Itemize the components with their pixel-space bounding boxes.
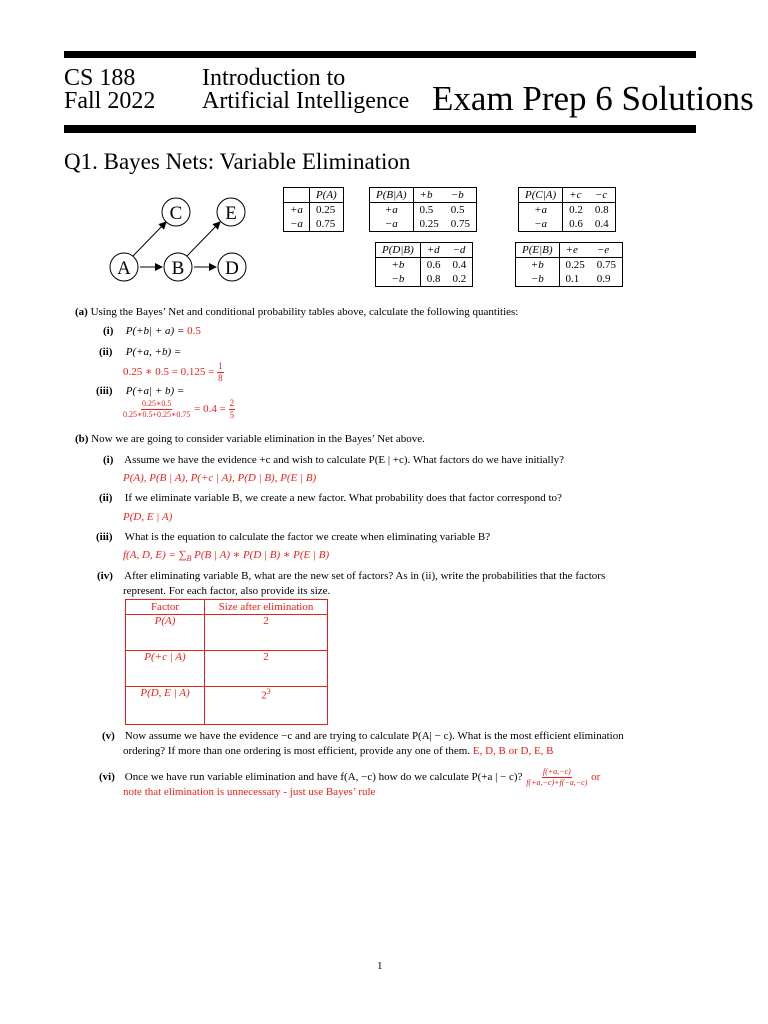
page-number: 1 — [377, 960, 383, 972]
edge-a-c — [133, 222, 166, 256]
node-c — [162, 198, 190, 226]
factor-size-exponent: 3 — [266, 687, 271, 696]
part-b-vi-answer2: note that elimination is unnecessary - just use Bayes’ rule — [123, 786, 376, 798]
node-e — [217, 198, 245, 226]
node-d — [218, 253, 246, 281]
part-a-prompt — [75, 305, 518, 320]
svg-text:D: D — [225, 258, 239, 279]
part-a-ii-question: P(+a, +b) = — [125, 346, 182, 358]
factor-table-header: Size after elimination — [205, 600, 328, 615]
svg-text:A: A — [117, 258, 131, 279]
part-b-iii — [96, 530, 490, 545]
fraction-denominator: 8 — [218, 373, 223, 383]
part-b-ii-answer: P(D, E | A) — [123, 511, 173, 523]
cpt-cell: 0.5 — [413, 203, 445, 218]
cpt-cell — [284, 188, 310, 203]
part-a-i — [103, 324, 201, 339]
course-term: Fall 2022 — [64, 88, 156, 114]
part-b-v-line2 — [123, 744, 554, 759]
fraction-denominator: f(+a,−c)+f(−a,−c) — [526, 778, 588, 787]
part-b-iv — [97, 569, 605, 584]
header-top-rule — [64, 51, 696, 58]
part-b-label: (b) — [75, 433, 89, 445]
factor-size-cell: 2 — [205, 615, 328, 651]
course-subject-line1: Introduction to — [202, 65, 346, 91]
cpt-p-b-given-a — [369, 187, 477, 232]
cpt-cell: −a — [519, 217, 563, 232]
part-b-iv-question-line2: represent. For each factor, also provide its size. — [123, 585, 331, 597]
part-b-ii-label: (ii) — [99, 492, 113, 504]
cpt-cell: 0.75 — [591, 258, 623, 273]
table-row — [126, 651, 328, 687]
cpt-cell: 0.25 — [309, 203, 343, 218]
part-a-ii — [99, 345, 181, 360]
fraction-denominator: 5 — [229, 410, 235, 420]
node-a — [110, 253, 138, 281]
cpt-cell: 0.4 — [589, 217, 615, 232]
course-code: CS 188 — [64, 65, 136, 91]
cpt-cell: −b — [516, 272, 560, 287]
cpt-cell: 0.9 — [591, 272, 623, 287]
cpt-cell: −e — [591, 243, 623, 258]
part-a-ii-fraction — [217, 362, 224, 383]
factor-cell: P(A) — [126, 615, 205, 651]
cpt-p-c-given-a — [518, 187, 616, 232]
cpt-cell: +d — [420, 243, 446, 258]
cpt-cell: +c — [563, 188, 589, 203]
cpt-cell: +b — [376, 258, 421, 273]
cpt-cell: 0.25 — [413, 217, 445, 232]
cpt-cell: +b — [516, 258, 560, 273]
doc-title: Exam Prep 6 Solutions — [432, 79, 754, 118]
factor-cell: P(D, E | A) — [126, 687, 205, 725]
part-b-v-answer: E, D, B or D, E, B — [472, 745, 554, 757]
cpt-cell: 0.75 — [309, 217, 343, 232]
part-b-iv-label: (iv) — [97, 570, 113, 582]
part-a-iii-answer-mid: = 0.4 = — [191, 403, 229, 416]
cpt-cell: 0.8 — [420, 272, 446, 287]
part-b-vi-label: (vi) — [99, 771, 115, 784]
svg-text:B: B — [171, 258, 185, 279]
part-a-iii — [96, 384, 184, 399]
factor-table-header: Factor — [126, 600, 205, 615]
cpt-cell: −b — [445, 188, 477, 203]
header-bottom-rule — [64, 125, 696, 133]
cpt-cell: −c — [589, 188, 615, 203]
fraction-numerator: 0.25∗0.5 — [141, 399, 172, 408]
part-b-iii-answer-lead: f(A, D, E) = ∑ — [123, 549, 187, 561]
part-b-v — [102, 729, 624, 744]
fraction-numerator: 1 — [218, 361, 223, 371]
cpt-cell: 0.8 — [589, 203, 615, 218]
sum-subscript: B — [186, 554, 192, 564]
cpt-cell: 0.6 — [420, 258, 446, 273]
cpt-cell: 0.6 — [563, 217, 589, 232]
part-b-vi-fraction — [525, 768, 588, 787]
cpt-cell: 0.1 — [559, 272, 591, 287]
cpt-cell: −b — [376, 272, 421, 287]
part-b-text: Now we are going to consider variable elimination in the Bayes’ Net above. — [91, 433, 425, 445]
cpt-cell: P(C|A) — [519, 188, 563, 203]
edge-b-e — [187, 222, 220, 256]
part-a-text: Using the Bayes’ Net and conditional probability tables above, calculate the following quantities: — [90, 306, 519, 318]
part-b-prompt — [75, 432, 425, 447]
part-a-ii-answer — [123, 362, 224, 383]
part-a-iii-answer-fraction — [229, 399, 236, 420]
factor-size-cell — [205, 687, 328, 725]
part-b-vi-question: Once we have run variable elimination and have f(A, −c) how do we calculate P(+a | − c)? — [124, 771, 523, 784]
part-b-iii-question: What is the equation to calculate the factor we create when eliminating variable B? — [124, 531, 491, 543]
svg-text:E: E — [225, 203, 237, 224]
part-b-ii-question: If we eliminate variable B, we create a new factor. What probability does that factor correspond to? — [124, 492, 562, 504]
factor-table — [125, 599, 328, 725]
part-b-iii-label: (iii) — [96, 531, 113, 543]
svg-text:C: C — [169, 203, 183, 224]
fraction-denominator: 0.25∗0.5+0.25∗0.75 — [123, 410, 191, 419]
cpt-cell: 0.4 — [446, 258, 472, 273]
part-a-ii-label: (ii) — [99, 346, 113, 358]
part-b-iv-question-line1: After eliminating variable B, what are the new set of factors? As in (ii), write the probabilities that the factors — [124, 570, 606, 582]
table-row — [126, 615, 328, 651]
part-a-i-question: P(+b| + a) = — [125, 325, 188, 337]
part-b-v-question-line2: ordering? If more than one ordering is most efficient, provide any one of them. — [123, 745, 471, 757]
cpt-cell: +e — [559, 243, 591, 258]
part-b-i-question: Assume we have the evidence +c and wish to calculate P(E | +c). What factors do we have initially? — [124, 454, 565, 466]
cpt-cell: +a — [370, 203, 414, 218]
part-a-label: (a) — [75, 306, 88, 318]
cpt-cell: 0.2 — [563, 203, 589, 218]
part-b-v-question-line1: Now assume we have the evidence −c and are trying to calculate P(A| − c). What is the most efficient elimination — [124, 730, 624, 742]
factor-size-cell: 2 — [205, 651, 328, 687]
factor-size-base: 2 — [261, 689, 267, 702]
part-b-i-answer: P(A), P(B | A), P(+c | A), P(D | B), P(E | B) — [123, 472, 317, 484]
course-subject-line2: Artificial Intelligence — [202, 88, 410, 114]
part-b-v-label: (v) — [102, 730, 115, 742]
part-a-iii-fraction — [122, 400, 191, 419]
cpt-p-a — [283, 187, 344, 232]
fraction-numerator: f(+a,−c) — [542, 767, 571, 776]
table-row — [126, 687, 328, 725]
cpt-cell: 0.25 — [559, 258, 591, 273]
cpt-cell: P(B|A) — [370, 188, 414, 203]
part-b-i — [103, 453, 564, 468]
cpt-cell: −a — [370, 217, 414, 232]
cpt-p-e-given-b — [515, 242, 623, 287]
cpt-cell: 0.5 — [445, 203, 477, 218]
part-b-iii-answer — [123, 548, 329, 566]
cpt-cell: −d — [446, 243, 472, 258]
bayes-net-diagram — [100, 190, 270, 290]
part-b-ii — [99, 491, 562, 506]
cpt-cell: −a — [284, 217, 310, 232]
part-b-vi-or: or — [588, 771, 601, 784]
part-b-i-label: (i) — [103, 454, 114, 466]
cpt-cell: P(A) — [309, 188, 343, 203]
cpt-cell: 0.75 — [445, 217, 477, 232]
cpt-cell: +a — [519, 203, 563, 218]
cpt-cell: +b — [413, 188, 445, 203]
part-a-ii-answer-text: 0.25 ∗ 0.5 = 0.125 = — [123, 366, 218, 379]
part-a-i-answer: 0.5 — [187, 325, 201, 337]
question-title: Q1. Bayes Nets: Variable Elimination — [64, 149, 411, 174]
part-a-iii-label: (iii) — [96, 385, 113, 397]
cpt-p-d-given-b — [375, 242, 473, 287]
cpt-cell: P(D|B) — [376, 243, 421, 258]
factor-cell: P(+c | A) — [126, 651, 205, 687]
fraction-numerator: 2 — [229, 398, 235, 408]
cpt-cell: +a — [284, 203, 310, 218]
node-b — [164, 253, 192, 281]
cpt-cell: P(E|B) — [516, 243, 560, 258]
part-a-iii-question: P(+a| + b) = — [125, 385, 185, 397]
part-a-i-label: (i) — [103, 325, 114, 337]
part-b-iii-answer-rest: P(B | A) ∗ P(D | B) ∗ P(E | B) — [191, 549, 330, 561]
cpt-cell: 0.2 — [446, 272, 472, 287]
part-a-iii-answer — [122, 399, 235, 420]
